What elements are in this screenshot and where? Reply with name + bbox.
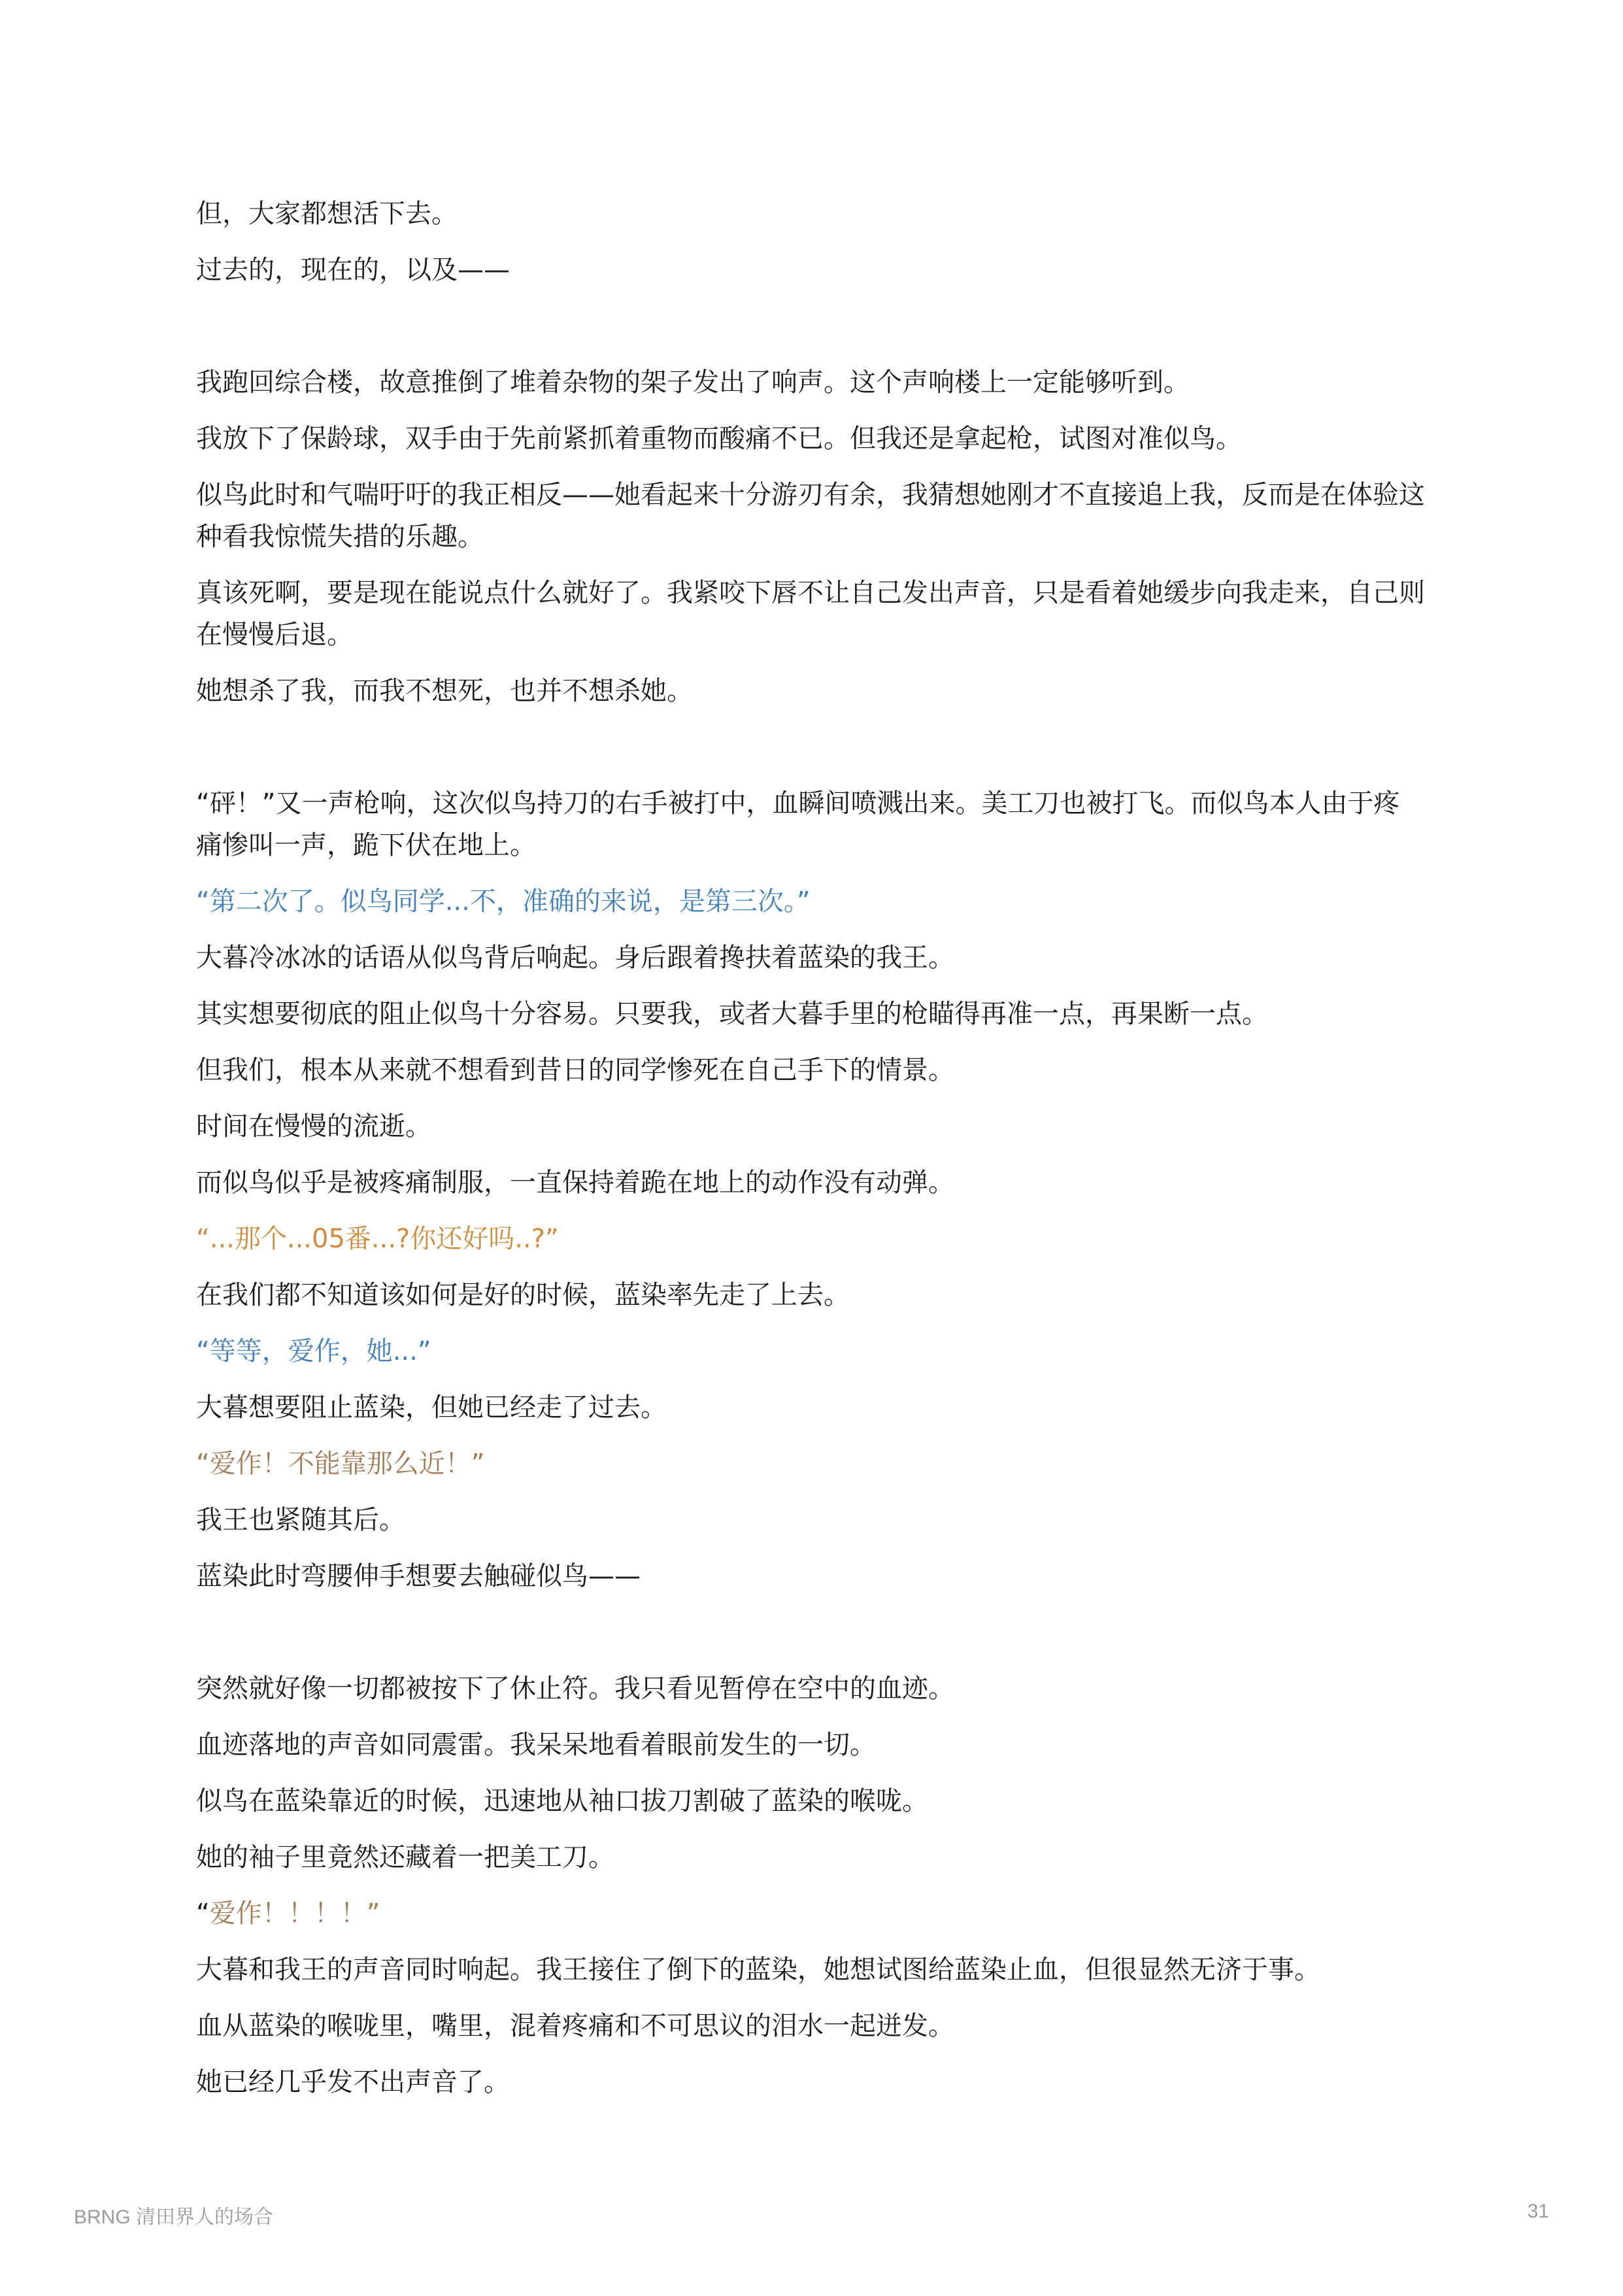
paragraph: 我放下了保龄球，双手由于先前紧抓着重物而酸痛不已。但我还是拿起枪，试图对准似鸟。 <box>196 424 1242 454</box>
dialogue-line: “爱作！不能靠那么近！” <box>196 1449 485 1479</box>
paragraph: 血从蓝染的喉咙里，嘴里，混着疼痛和不可思议的泪水一起迸发。 <box>196 2011 954 2041</box>
paragraph: 真该死啊，要是现在能说点什么就好了。我紧咬下唇不让自己发出声音，只是看着她缓步向我走来，自己则在慢慢后退。 <box>196 578 1425 650</box>
paragraph: 大暮和我王的声音同时响起。我王接住了倒下的蓝染，她想试图给蓝染止血，但很显然无济于事。 <box>196 1955 1320 1985</box>
paragraph: 血迹落地的声音如同震雷。我呆呆地看着眼前发生的一切。 <box>196 1730 876 1760</box>
paragraph: 她已经几乎发不出声音了。 <box>196 2067 510 2097</box>
paragraph: 但我们，根本从来就不想看到昔日的同学惨死在自己手下的情景。 <box>196 1055 954 1085</box>
section-gap <box>196 1612 1425 1668</box>
dialogue-text: 爱作！！！！” <box>209 1899 380 1929</box>
paragraph: 她想杀了我，而我不想死，也并不想杀她。 <box>196 676 693 706</box>
paragraph: 她的袖子里竟然还藏着一把美工刀。 <box>196 1842 614 1872</box>
footer-title: BRNG 清田界人的场合 <box>74 2206 274 2228</box>
quote-mark: “ <box>196 1899 210 1929</box>
paragraph: 突然就好像一切都被按下了休止符。我只看见暂停在空中的血迹。 <box>196 1674 954 1704</box>
paragraph: 似鸟在蓝染靠近的时候，迅速地从袖口拔刀割破了蓝染的喉咙。 <box>196 1786 928 1816</box>
paragraph: 过去的，现在的，以及—— <box>196 255 510 285</box>
paragraph: 我跑回综合楼，故意推倒了堆着杂物的架子发出了响声。这个声响楼上一定能够听到。 <box>196 367 1190 397</box>
paragraph: 蓝染此时弯腰伸手想要去触碰似鸟—— <box>196 1561 641 1591</box>
paragraph: “砰！”又一声枪响，这次似鸟持刀的右手被打中，血瞬间喷溅出来。美工刀也被打飞。而似鸟本人由于疼痛惨叫一声，跪下伏在地上。 <box>196 788 1400 860</box>
paragraph: 大暮想要阻止蓝染，但她已经走了过去。 <box>196 1393 667 1423</box>
page-number: 31 <box>1527 2201 1549 2222</box>
paragraph: 大暮冷冰冰的话语从似鸟背后响起。身后跟着搀扶着蓝染的我王。 <box>196 943 954 973</box>
paragraph: 但，大家都想活下去。 <box>196 199 458 229</box>
paragraph: 时间在慢慢的流逝。 <box>196 1111 431 1141</box>
section-gap <box>196 305 1425 362</box>
paragraph: 似鸟此时和气喘吁吁的我正相反——她看起来十分游刃有余，我猜想她刚才不直接追上我，反而是在体验这种看我惊慌失措的乐趣。 <box>196 480 1425 552</box>
paragraph: 我王也紧随其后。 <box>196 1505 405 1535</box>
document-body <box>196 193 1425 2118</box>
dialogue-line: “第二次了。似鸟同学...不，准确的来说，是第三次。” <box>196 886 811 917</box>
paragraph: 在我们都不知道该如何是好的时候，蓝染率先走了上去。 <box>196 1280 850 1310</box>
dialogue-line: “等等，爱作，她...” <box>196 1336 431 1366</box>
section-gap <box>196 726 1425 783</box>
paragraph: 其实想要彻底的阻止似鸟十分容易。只要我，或者大暮手里的枪瞄得再准一点，再果断一点。 <box>196 999 1268 1029</box>
paragraph: 而似鸟似乎是被疼痛制服，一直保持着跪在地上的动作没有动弹。 <box>196 1168 954 1198</box>
dialogue-line <box>196 1893 1425 1934</box>
dialogue-line: “...那个...05番...?你还好吗..?” <box>196 1224 559 1254</box>
